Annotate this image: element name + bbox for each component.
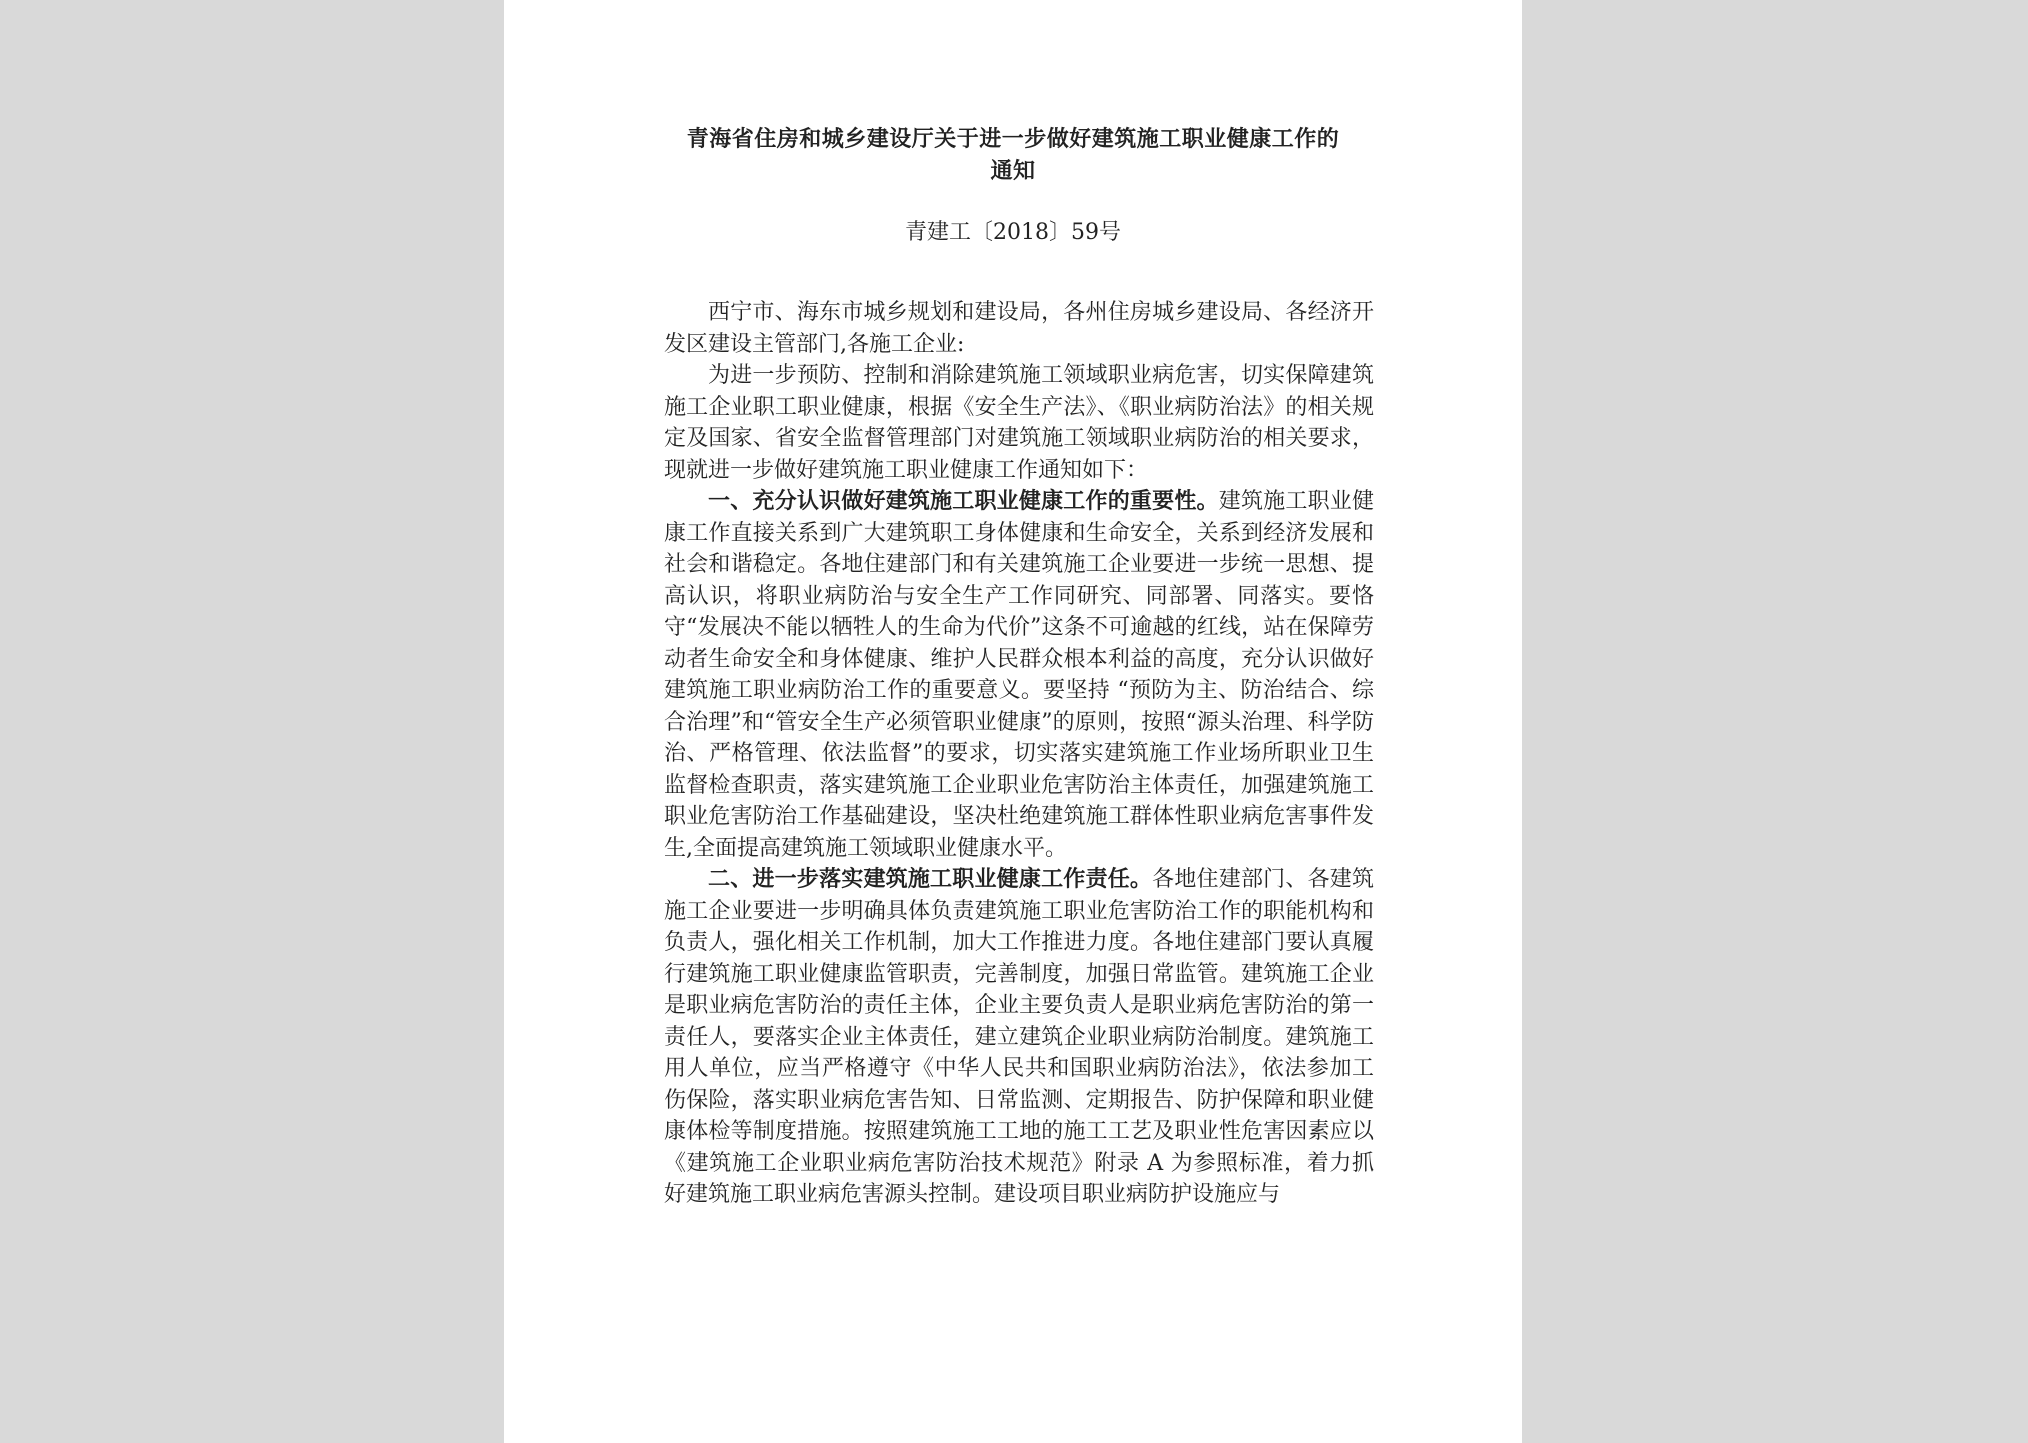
document-number: 青建工〔2018〕59号 [905,220,1121,245]
title-line-2: 通知 [990,159,1036,184]
title-line-1: 青海省住房和城乡建设厅关于进一步做好建筑施工职业健康工作的 [686,127,1340,152]
document-page [504,0,1522,1443]
section-2-heading: 二、进一步落实建筑施工职业健康工作责任。 [708,867,1153,892]
section-1-heading: 一、充分认识做好建筑施工职业健康工作的重要性。 [708,489,1219,514]
section-1-text: 建筑施工职业健康工作直接关系到广大建筑职工身体健康和生命安全，关系到经济发展和社会和谐稳定。各地住建部门和有关建筑施工企业要进一步统一思想、提高认识，将职业病防治与安全生产工作同研究、同部署、同落实。要恪守“发展决不能以牺牲人的生命为代价”这条不可逾越的红线，站在保障劳动者生命安全和身体健康、维护人民群众根本利益的高度，充分认识做好建筑施工职业病防治工作的重要意义。要坚持 “预防为主、防治结合、综合治理”和“管安全生产必须管职业健康”的原则，按照“源头治理、科学防治、严格管理、依法监督”的要求，切实落实建筑施工作业场所职业卫生监督检查职责，落实建筑施工企业职业危害防治主体责任，加强建筑施工职业危害防治工作基础建设，坚决杜绝建筑施工群体性职业病危害事件发生,全面提高建筑施工领域职业健康水平。 [664,489,1374,861]
document-title [504,124,1522,188]
section-2-paragraph [664,864,1374,1211]
addressee-paragraph: 西宁市、海东市城乡规划和建设局，各州住房城乡建设局、各经济开发区建设主管部门,各施工企业: [664,300,1374,357]
intro-paragraph: 为进一步预防、控制和消除建筑施工领域职业病危害，切实保障建筑施工企业职工职业健康，根据《安全生产法》、《职业病防治法》的相关规定及国家、省安全监督管理部门对建筑施工领域职业病防治的相关要求，现就进一步做好建筑施工职业健康工作通知如下： [664,363,1374,483]
section-2-text: 各地住建部门、各建筑施工企业要进一步明确具体负责建筑施工职业危害防治工作的职能机构和负责人，强化相关工作机制，加大工作推进力度。各地住建部门要认真履行建筑施工职业健康监管职责，完善制度，加强日常监管。建筑施工企业是职业病危害防治的责任主体，企业主要负责人是职业病危害防治的第一责任人，要落实企业主体责任，建立建筑企业职业病防治制度。建筑施工用人单位，应当严格遵守《中华人民共和国职业病防治法》，依法参加工伤保险，落实职业病危害告知、日常监测、定期报告、防护保障和职业健康体检等制度措施。按照建筑施工工地的施工工艺及职业性危害因素应以《建筑施工企业职业病危害防治技术规范》附录 A 为参照标准，着力抓好建筑施工职业病危害源头控制。建设项目职业病防护设施应与 [664,867,1374,1207]
document-body [664,297,1374,1211]
section-1-paragraph [664,486,1374,864]
